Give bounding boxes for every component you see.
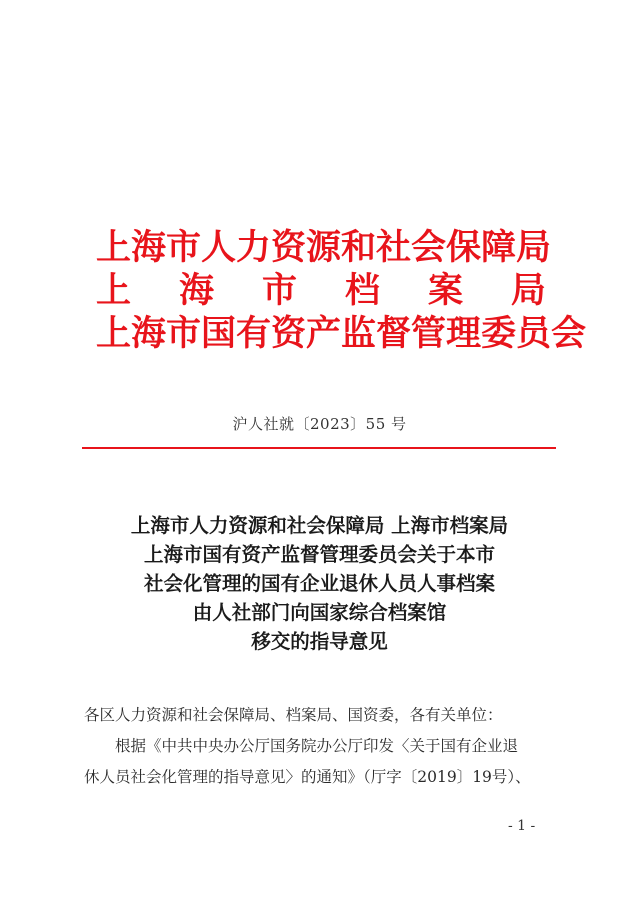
issuing-authorities xyxy=(96,226,587,355)
title-line-2: 上海市国有资产监督管理委员会关于本市 xyxy=(143,543,495,566)
document-title xyxy=(60,511,579,656)
issuer-line-1: 上海市人力资源和社会保障局 xyxy=(96,227,552,268)
page-number: - 1 - xyxy=(508,818,536,834)
issuer-line-2-char: 案 xyxy=(427,270,463,311)
body-paragraph-line-2: 休人员社会化管理的指导意见〉的通知》（厅字〔2019〕19号）、 xyxy=(84,768,531,786)
title-line-1: 上海市人力资源和社会保障局 上海市档案局 xyxy=(130,514,509,537)
title-line-3: 社会化管理的国有企业退休人员人事档案 xyxy=(143,572,495,595)
issuer-line-2-char: 上 xyxy=(96,270,132,311)
issuer-line-2 xyxy=(96,269,546,312)
document-number: 沪人社就〔2023〕55 号 xyxy=(232,415,407,433)
issuer-line-3: 上海市国有资产监督管理委员会 xyxy=(96,313,587,354)
document-body xyxy=(84,700,558,793)
issuer-line-2-char: 海 xyxy=(178,270,214,311)
issuer-line-2-char: 局 xyxy=(510,270,546,311)
red-divider-line xyxy=(82,447,556,449)
addressee-line: 各区人力资源和社会保障局、档案局、国资委，各有关单位： xyxy=(84,706,503,724)
title-line-5: 移交的指导意见 xyxy=(251,630,388,653)
issuer-line-2-char: 市 xyxy=(261,270,297,311)
body-paragraph-line-1: 根据《中共中央办公厅国务院办公厅印发〈关于国有企业退 xyxy=(115,737,519,755)
issuer-line-2-char: 档 xyxy=(344,270,380,311)
title-line-4: 由人社部门向国家综合档案馆 xyxy=(192,601,447,624)
